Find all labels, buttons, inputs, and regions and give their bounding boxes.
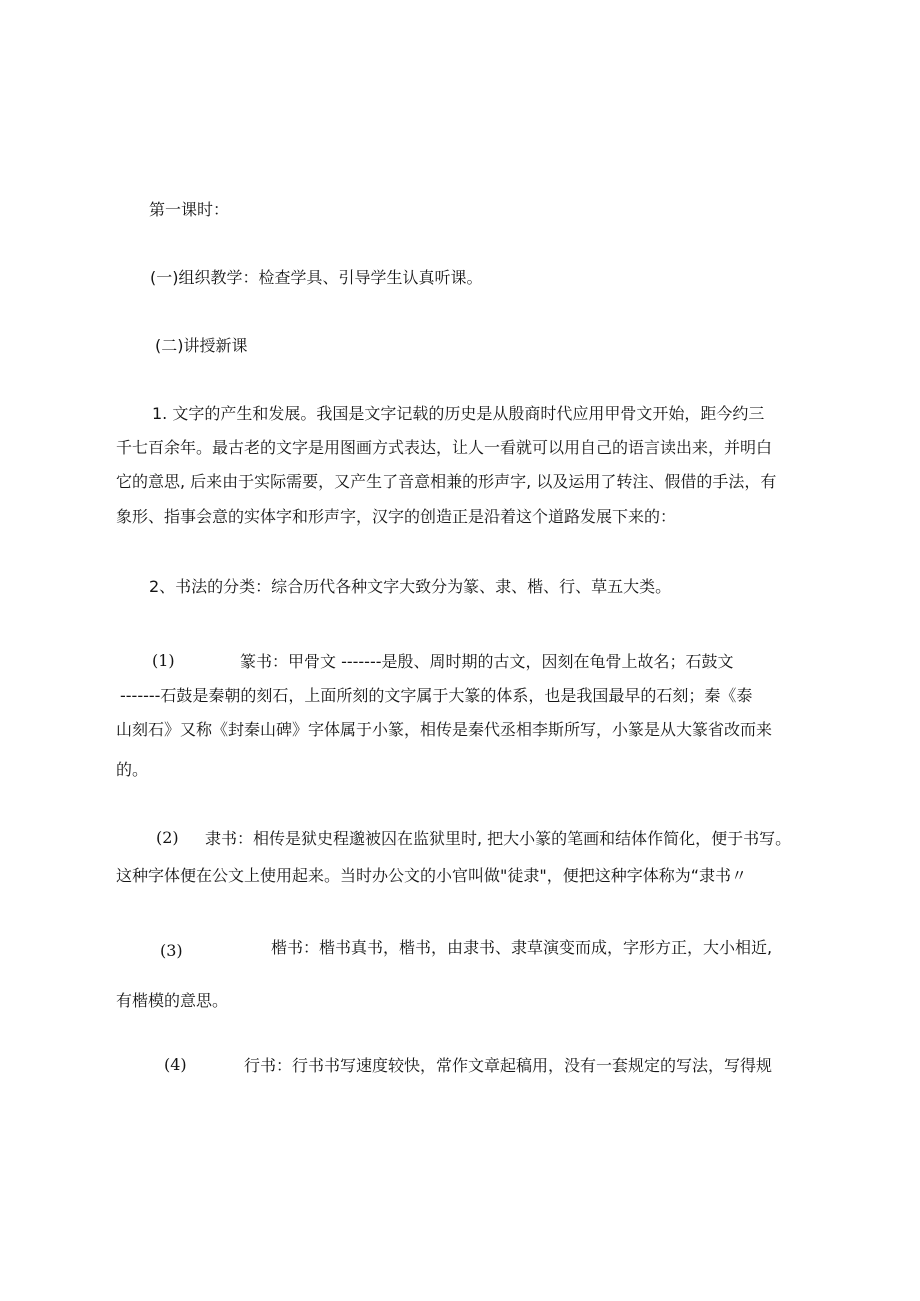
sub-clerical-script-number: (2): [156, 828, 179, 847]
step-teach-new-lesson: (二)讲授新课: [155, 336, 248, 355]
sub-seal-script-number: (1): [152, 651, 175, 670]
sub-regular-script-line-2: 有楷模的意思。: [116, 991, 229, 1010]
sub-seal-script-line-4: 的。: [116, 760, 149, 779]
item-writing-origin-line-3: 它的意思, 后来由于实际需要，又产生了音意相兼的形声字, 以及运用了转注、假借的手法，有: [116, 472, 777, 491]
item-writing-origin-line-2: 千七百余年。最古老的文字是用图画方式表达，让人一看就可以用自己的语言读出来，并明白: [116, 438, 773, 457]
sub-regular-script-number: (3): [160, 941, 183, 960]
lesson-title: 第一课时：: [149, 200, 230, 219]
sub-clerical-script-line-2: 这种字体便在公文上使用起来。当时办公文的小官叫做"徒隶"，便把这种字体称为“隶书〃: [116, 866, 748, 885]
item-calligraphy-types: 2、书法的分类：综合历代各种文字大致分为篆、隶、楷、行、草五大类。: [149, 577, 672, 596]
item-writing-origin-line-1: 1. 文字的产生和发展。我国是文字记载的历史是从殷商时代应用甲骨文开始，距今约三: [152, 404, 765, 423]
sub-clerical-script-line-1: 隶书：相传是狱史程邈被囚在监狱里时, 把大小篆的笔画和结体作简化，便于书写。: [205, 829, 792, 848]
sub-running-script-number: (4): [164, 1055, 187, 1074]
sub-running-script-line-1: 行书：行书书写速度较快，常作文章起稿用，没有一套规定的写法，写得规: [244, 1056, 773, 1075]
step-organize-teaching: (一)组织教学：检查学具、引导学生认真听课。: [150, 268, 483, 287]
item-writing-origin-line-4: 象形、指事会意的实体字和形声字，汉字的创造正是沿着这个道路发展下来的：: [116, 507, 677, 526]
sub-seal-script-line-1: 篆书：甲骨文 -------是殷、周时期的古文，因刻在龟骨上故名；石鼓文: [240, 652, 734, 671]
sub-regular-script-line-1: 楷书：楷书真书，楷书，由隶书、隶草演变而成，字形方正，大小相近,: [271, 938, 773, 957]
sub-seal-script-line-2: -------石鼓是秦朝的刻石，上面所刻的文字属于大篆的体系，也是我国最早的石刻；秦《泰: [120, 686, 753, 705]
sub-seal-script-line-3: 山刻石》又称《封秦山碑》字体属于小篆，相传是秦代丞相李斯所写，小篆是从大篆省改而来: [116, 720, 773, 739]
